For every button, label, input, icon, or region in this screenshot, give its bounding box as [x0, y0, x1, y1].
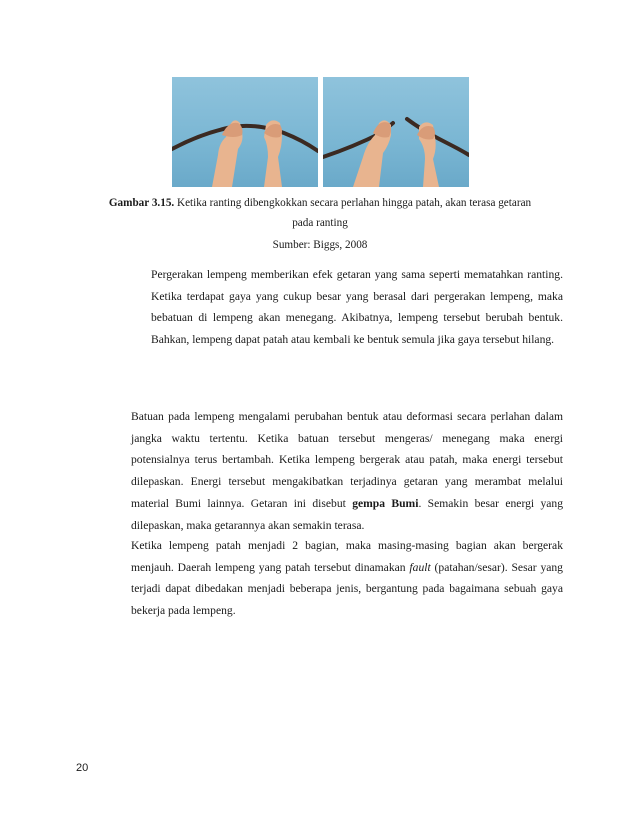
paragraph-rock-deformation-end: . Semakin besar energi yang dilepaskan, maka getarannya akan semakin terasa.	[131, 496, 563, 532]
figure-caption	[70, 196, 570, 210]
paragraph-rock-deformation-text: Batuan pada lempeng mengalami perubahan bentuk atau deformasi secara perlahan dalam jangka waktu tertentu. Ketika batuan tersebut mengeras/ menegang maka energi potensialnya terus bertambah. Ketika lempeng bergerak atau patah, maka energi tersebut dilepaskan. Energi tersebut mengakibatkan terjadinya getaran yang merambat melalui material Bumi lainnya. Getaran ini disebut	[131, 410, 563, 510]
bending-twig-illustration	[172, 77, 318, 187]
paragraph-plate-vibration: Pergerakan lempeng memberikan efek getaran yang sama seperti mematahkan ranting. Ketika terdapat gaya yang cukup besar yang berasal dari pergerakan lempeng, maka bebatuan di lempeng akan menegang. Akibatnya, lempeng tersebut berubah bentuk. Bahkan, lempeng dapat patah atau kembali ke bentuk semula jika gaya tersebut hilang.	[151, 268, 563, 347]
photo-bending-twig	[172, 77, 318, 187]
paragraph-fault	[131, 535, 563, 622]
breaking-twig-illustration	[323, 77, 469, 187]
term-fault: fault	[409, 560, 431, 574]
figure-caption-line2: pada ranting	[292, 217, 348, 229]
paragraph-fault-end: (patahan/sesar). Sesar yang terjadi dapat dibedakan menjadi beberapa jenis, bergantung pada bagaimana sebuah gaya bekerja pada lempeng.	[131, 560, 563, 618]
figure-label: Gambar 3.15.	[108, 197, 175, 209]
figure-source: Sumber: Biggs, 2008	[272, 239, 368, 251]
term-gempa-bumi: gempa Bumi	[352, 496, 419, 510]
paragraph-fault-text: Ketika lempeng patah menjadi 2 bagian, maka masing-masing bagian akan bergerak menjauh. Daerah lempeng yang patah tersebut dinamakan	[131, 539, 563, 574]
photo-breaking-twig	[323, 77, 469, 187]
page-number: 20	[76, 762, 89, 774]
paragraph-rock-deformation	[131, 406, 563, 536]
figure-caption-text-line1: Ketika ranting dibengkokkan secara perlahan hingga patah, akan terasa getaran	[174, 197, 532, 209]
